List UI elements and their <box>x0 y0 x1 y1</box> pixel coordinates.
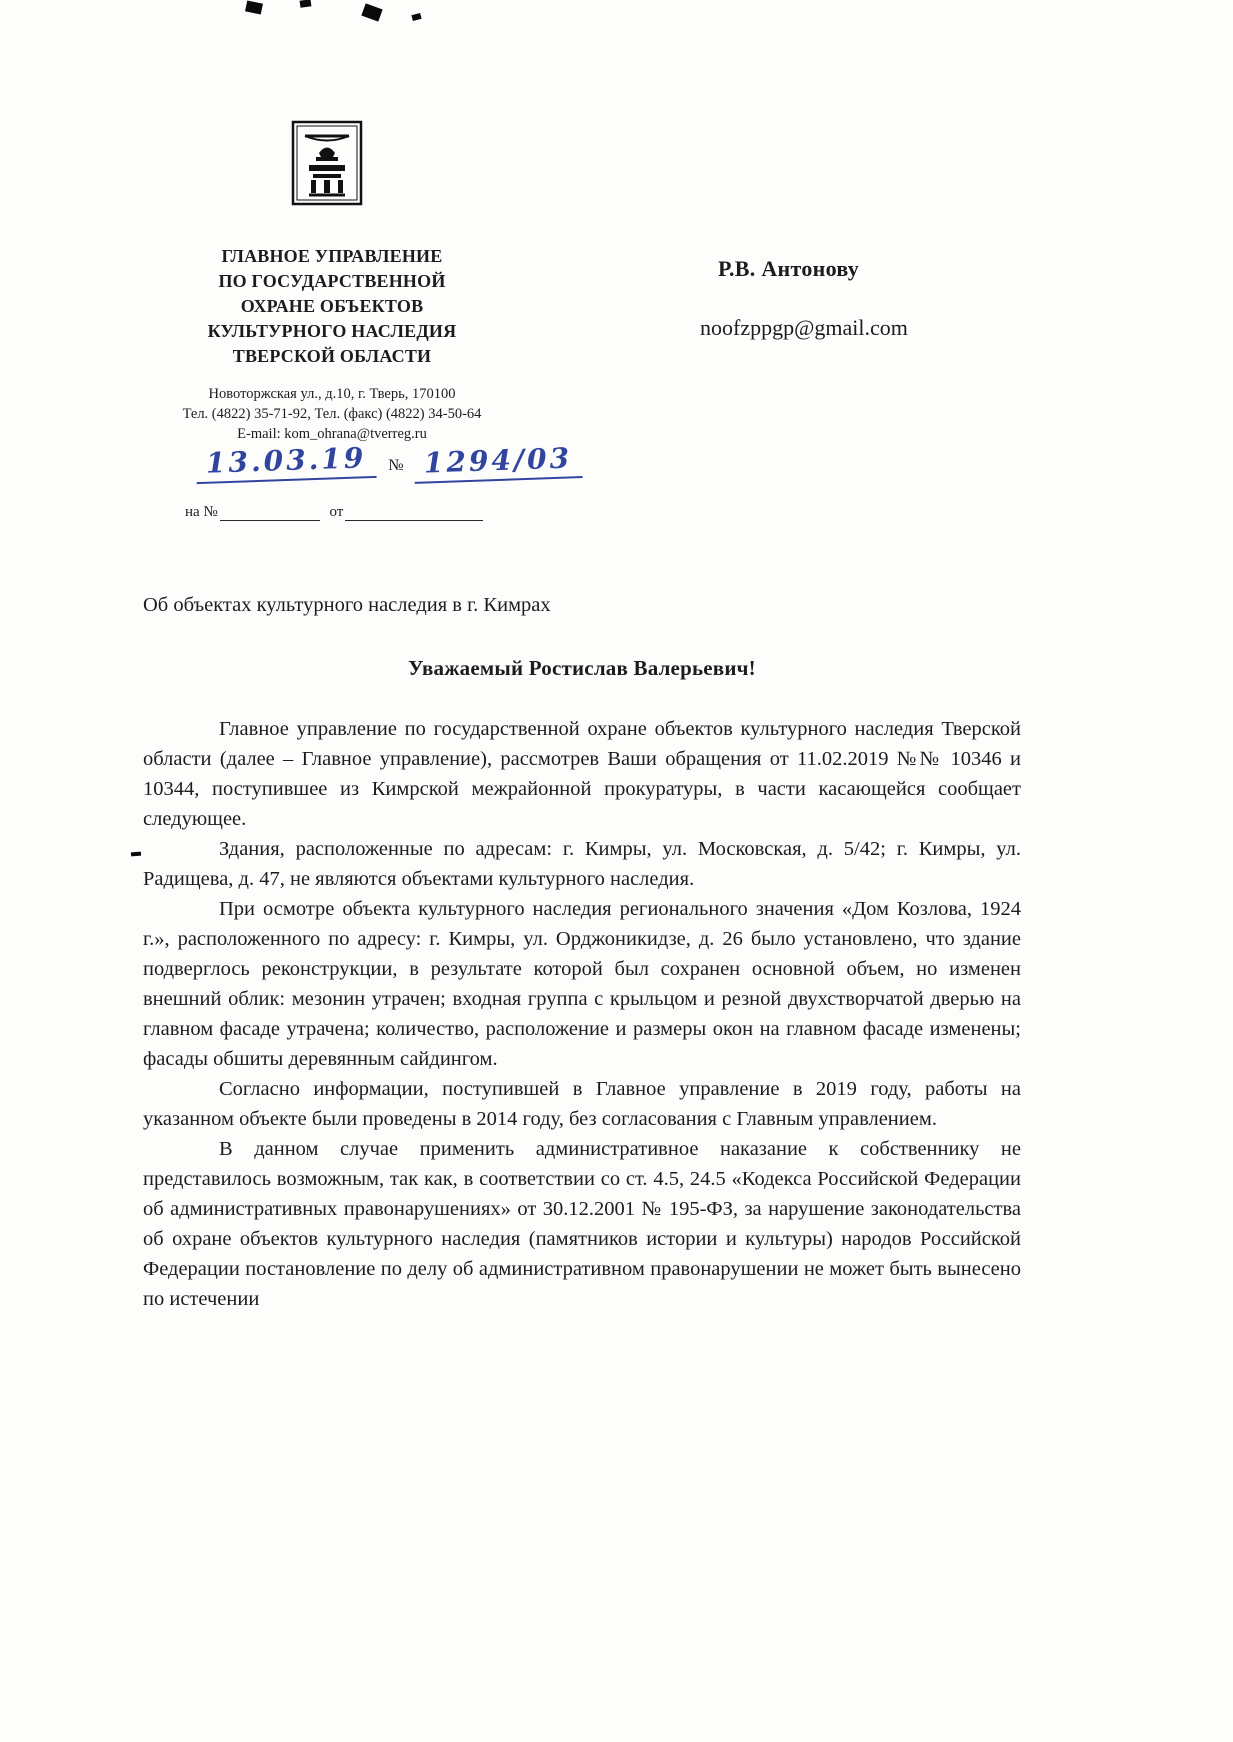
scan-artifact <box>300 0 312 8</box>
handwritten-outgoing-number: 1294/03 <box>423 441 573 480</box>
handwritten-date: 13.03.19 <box>205 441 367 480</box>
reference-line <box>185 504 483 521</box>
letterhead-address <box>120 384 544 444</box>
address-line: Новоторжская ул., д.10, г. Тверь, 170100 <box>208 386 456 402</box>
reference-ot-label: от <box>329 504 344 520</box>
phone-line: Тел. (4822) 35-71-92, Тел. (факс) (4822) 34-50-64 <box>182 406 482 422</box>
handwritten-date-underline <box>195 441 377 484</box>
email-line: E-mail: kom_ohrana@tverreg.ru <box>237 426 427 442</box>
recipient-email: noofzppgp@gmail.com <box>700 315 908 340</box>
scan-artifact <box>411 13 421 21</box>
body-paragraph: Здания, расположенные по адресам: г. Кимры, ул. Московская, д. 5/42; г. Кимры, ул. Радищева, д. 47, не являются объектами культурного наследия. <box>143 838 1021 890</box>
org-line: КУЛЬТУРНОГО НАСЛЕДИЯ <box>207 321 457 341</box>
letterhead-org-name <box>150 244 514 369</box>
body-paragraph: Согласно информации, поступившей в Главное управление в 2019 году, работы на указанном объекте были проведены в 2014 году, без согласования с Главным управлением. <box>143 1078 1021 1130</box>
body-paragraph: При осмотре объекта культурного наследия регионального значения «Дом Козлова, 1924 г.», расположенного по адресу: г. Кимры, ул. Орджоникидзе, д. 26 было установлено, что здание подверглось реконструкции, в результате которой был сохранен основной объем, но изменен внешний облик: мезонин утрачен; входная группа с крыльцом и резной двухстворчатой дверью на главном фасаде утрачена; количество, расположение и размеры окон на главном фасаде изменены; фасады обшиты деревянным сайдингом. <box>143 898 1021 1070</box>
body-paragraph: Главное управление по государственной охране объектов культурного наследия Тверской области (далее – Главное управление), рассмотрев Ваши обращения от 11.02.2019 №№ 10346 и 10344, поступившее из Кимрской межрайонной прокуратуры, в части касающейся сообщает следующее. <box>143 718 1021 830</box>
reference-date-blank <box>345 506 483 521</box>
org-line: ТВЕРСКОЙ ОБЛАСТИ <box>232 346 432 366</box>
reference-number-blank <box>220 506 320 521</box>
salutation: Уважаемый Ростислав Валерьевич! <box>408 656 756 680</box>
coat-of-arms-icon <box>291 120 363 206</box>
org-line: ГЛАВНОЕ УПРАВЛЕНИЕ <box>221 246 443 266</box>
scan-artifact <box>361 3 382 21</box>
recipient-name: Р.В. Антонову <box>718 256 860 281</box>
letter-body <box>143 714 1021 1314</box>
scan-artifact <box>245 0 263 14</box>
handwritten-number-underline <box>413 441 582 484</box>
body-paragraph: В данном случае применить административное наказание к собственнику не представилось возможным, так как, в соответствии со ст. 4.5, 24.5 «Кодекса Российской Федерации об административных правонарушениях» от 30.12.2001 № 195-ФЗ, за нарушение законодательства об охране объектов культурного наследия (памятников истории и культуры) народов Российской Федерации постановление по делу об административном правонарушении не может быть вынесено по истечении <box>143 1138 1021 1310</box>
org-line: ОХРАНЕ ОБЪЕКТОВ <box>240 296 424 316</box>
org-line: ПО ГОСУДАРСТВЕННОЙ <box>218 271 446 291</box>
reference-na-label: на № <box>185 504 218 520</box>
outgoing-number-row <box>196 441 582 481</box>
subject-line: Об объектах культурного наследия в г. Кимрах <box>143 594 551 616</box>
recipient-block <box>700 256 1030 341</box>
number-sign: № <box>388 457 404 474</box>
scan-artifact <box>131 852 141 857</box>
